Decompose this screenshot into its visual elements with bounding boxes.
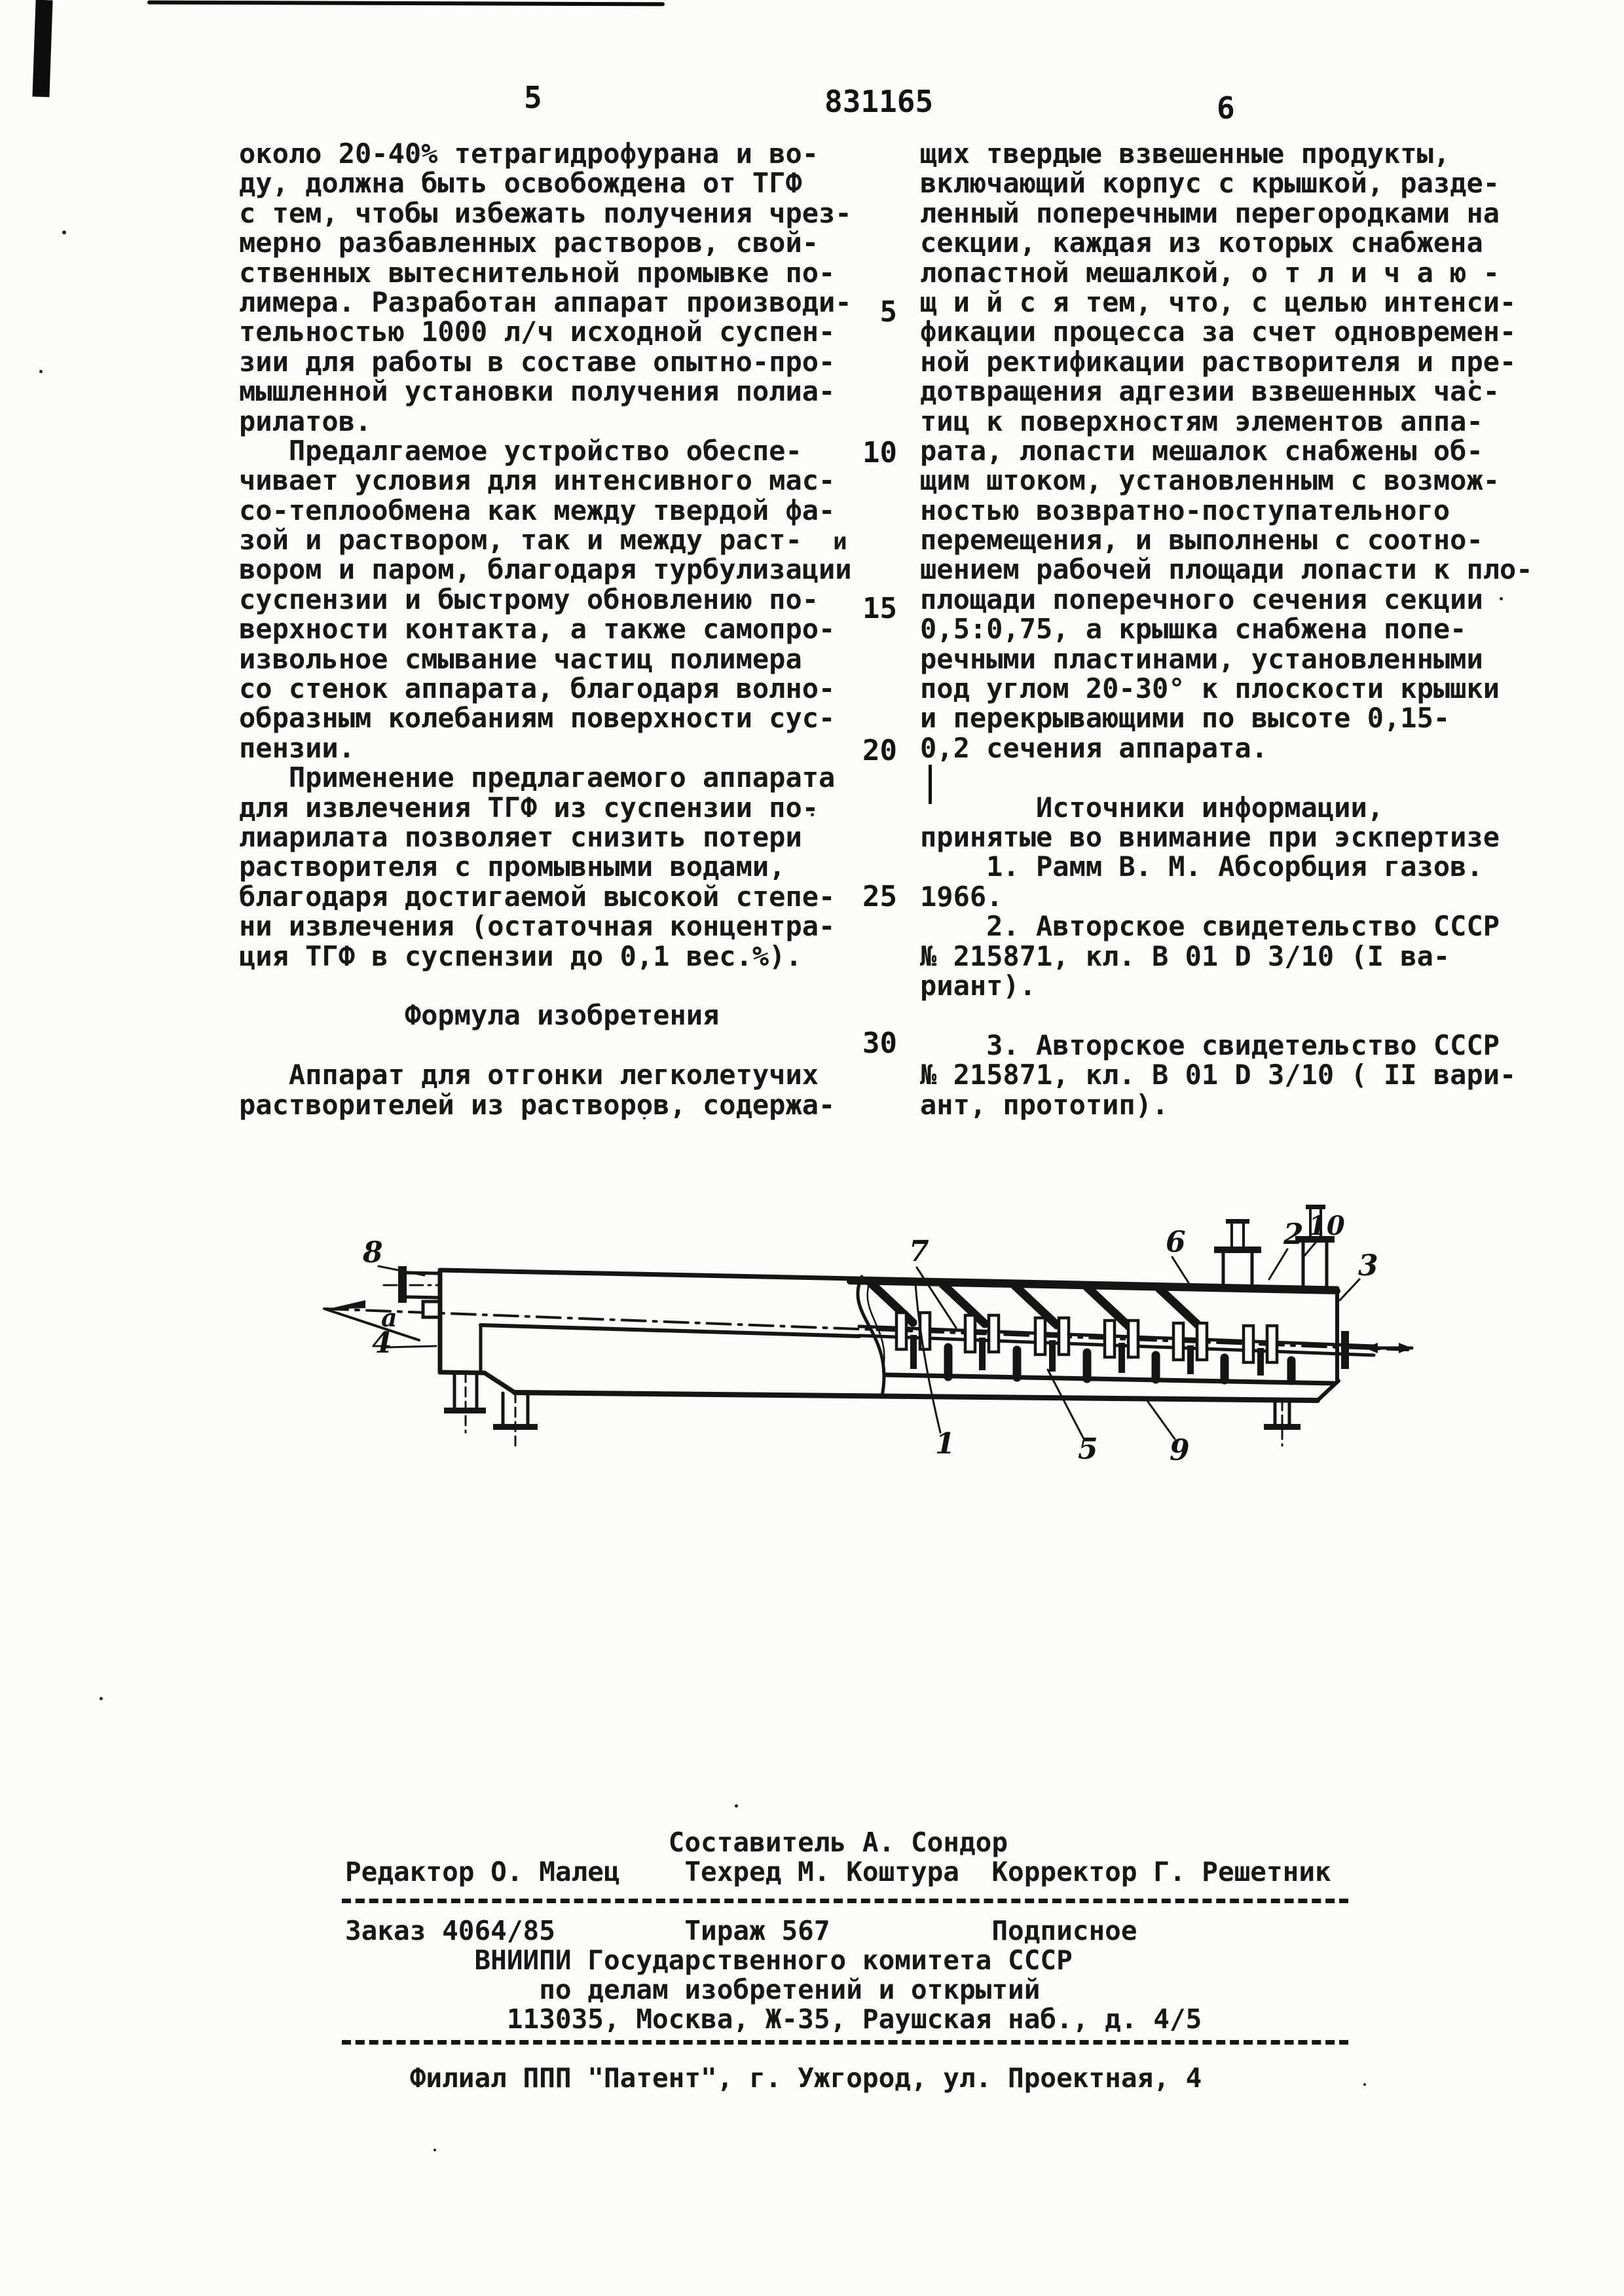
text-line: ция ТГФ в суспензии до 0,1 вес.%). xyxy=(239,939,802,972)
dashed-divider xyxy=(342,2040,1348,2045)
text-line: 0,5:0,75, а крышка снабжена попе- xyxy=(920,613,1467,646)
page-number-left: 5 xyxy=(524,80,542,115)
text-line: ленный поперечными перегородками на xyxy=(920,196,1500,229)
text-line: по делам изобретений и открытий xyxy=(345,1974,1041,2005)
scan-artifact xyxy=(147,1,665,7)
text-line: щим штоком, установленным с возмож- xyxy=(920,464,1500,497)
figure-linework xyxy=(324,1205,1412,1446)
dashed-divider xyxy=(342,1899,1348,1903)
text-line: с тем, чтобы избежать получения чрез- xyxy=(239,196,852,229)
text-line: перемещения, и выполнены с соотно- xyxy=(920,524,1483,556)
figure-label: 1 xyxy=(935,1427,955,1461)
text-line: Редактор О. Малец Техред М. Коштура Корректор Г. Решетник xyxy=(345,1856,1331,1887)
text-line: № 215871, кл. B 01 D 3/10 (I ва- xyxy=(920,939,1450,972)
line-number-25: 25 xyxy=(862,880,897,913)
text-line xyxy=(239,971,852,1000)
text-line: тельностью 1000 л/ч исходной суспен- xyxy=(239,316,836,348)
text-line: лиарилата позволяет снизить потери xyxy=(239,820,802,853)
text-line: Применение предлагаемого аппарата xyxy=(239,761,836,794)
figure-label: 8 xyxy=(363,1236,383,1269)
text-line: благодаря достигаемой высокой степе- xyxy=(239,880,836,913)
text-line: щ и й с я тем, что, с целью интенси- xyxy=(920,285,1517,318)
text-line: 0,2 сечения аппарата. xyxy=(920,731,1268,764)
figure-label: 5 xyxy=(1078,1432,1098,1466)
figure-label: 4 xyxy=(372,1326,392,1360)
text-line: 2. Авторское свидетельство СССР xyxy=(920,910,1500,943)
text-line: извольное смывание частиц полимера xyxy=(239,642,802,675)
text-line: фикации процесса за счет одновремен- xyxy=(920,316,1517,348)
text-line: Предалгаемое устройство обеспе- xyxy=(239,434,802,467)
text-line: ностью возвратно-поступательного xyxy=(920,494,1450,526)
figure-label: 7 xyxy=(909,1235,929,1268)
text-line: мерно разбавленных растворов, свой- xyxy=(239,227,819,259)
text-line: и перекрывающими по высоте 0,15- xyxy=(920,702,1450,735)
text-line: зой и раствором, так и между раст- xyxy=(239,524,802,556)
scan-artifact xyxy=(39,370,43,373)
left-column-text xyxy=(239,139,852,1120)
text-line: 3. Авторское свидетельство СССР xyxy=(920,1029,1500,1061)
scan-artifact xyxy=(735,1804,738,1808)
text-line: включающий корпус с крышкой, разде- xyxy=(920,167,1500,200)
text-line xyxy=(239,1030,852,1060)
text-line: ант, прототип). xyxy=(920,1088,1169,1121)
text-line: около 20-40% тетрагидрофурана и во- xyxy=(239,137,819,170)
line-number-30: 30 xyxy=(862,1027,897,1060)
figure-label: 6 xyxy=(1166,1226,1186,1259)
text-line: Источники информации, xyxy=(920,791,1384,824)
right-column-text xyxy=(920,139,1533,1120)
text-line: 1966. xyxy=(920,880,1003,913)
patent-figure xyxy=(295,1178,1441,1493)
scan-artifact xyxy=(62,230,66,234)
text-line: лимера. Разработан аппарат производи- xyxy=(239,285,852,318)
text-line: Филиал ППП "Патент", г. Ужгород, ул. Проектная, 4 xyxy=(345,2062,1202,2094)
text-line: площади поперечного сечения секции xyxy=(920,583,1483,615)
figure-label: 10 xyxy=(1308,1211,1345,1241)
text-line: под углом 20-30° к плоскости крышки xyxy=(920,672,1500,705)
text-line: для извлечения ТГФ из суспензии по- xyxy=(239,791,819,824)
page-number-right: 6 xyxy=(1217,90,1235,126)
text-line xyxy=(920,763,1533,792)
text-line: речными пластинами, установленными xyxy=(920,642,1483,675)
patent-number: 831165 xyxy=(824,84,934,119)
text-line: со-теплообмена как между твердой фа- xyxy=(239,494,836,526)
text-line: Составитель А. Сондор xyxy=(345,1827,1008,1858)
text-line: пензии. xyxy=(239,731,356,764)
text-line: суспензии и быстрому обновлению по- xyxy=(239,583,819,615)
text-line: 113035, Москва, Ж-35, Раушская наб., д. 4/5 xyxy=(345,2003,1202,2035)
line-number-15: 15 xyxy=(862,592,897,625)
scan-artifact xyxy=(1363,2083,1366,2086)
text-line: мышленной установки получения полиа- xyxy=(239,375,836,408)
text-line: рата, лопасти мешалок снабжены об- xyxy=(920,434,1483,467)
text-line: секции, каждая из которых снабжена xyxy=(920,227,1483,259)
text-line: ственных вытеснительной промывке по- xyxy=(239,256,836,289)
scan-artifact xyxy=(434,2149,436,2151)
gutter-stray-mark: и xyxy=(833,528,847,555)
text-line: чивает условия для интенсивного мас- xyxy=(239,464,836,497)
text-line: ни извлечения (остаточная концентра- xyxy=(239,910,836,943)
text-line: Аппарат для отгонки легколетучих xyxy=(239,1059,819,1091)
text-line: ду, должна быть освобождена от ТГФ xyxy=(239,167,802,200)
figure-label: 2 xyxy=(1283,1218,1304,1251)
text-line xyxy=(345,2034,1331,2064)
text-line: растворителя с промывными водами, xyxy=(239,850,786,883)
text-line: шением рабочей площади лопасти к пло- xyxy=(920,553,1533,586)
text-line: № 215871, кл. B 01 D 3/10 ( II вари- xyxy=(920,1059,1517,1091)
line-number-20: 20 xyxy=(862,734,897,767)
text-line: 1. Рамм В. М. Абсорбция газов. xyxy=(920,850,1483,883)
figure-label: 9 xyxy=(1170,1434,1190,1467)
figure-label: 3 xyxy=(1358,1249,1378,1283)
text-line: тиц к поверхностям элементов аппа- xyxy=(920,405,1483,437)
scan-artifact xyxy=(32,0,52,97)
text-line: риант). xyxy=(920,969,1037,1002)
scan-artifact xyxy=(100,1697,103,1700)
text-line: зии для работы в составе опытно-про- xyxy=(239,345,836,378)
imprint-block xyxy=(345,1828,1331,2093)
text-line: принятые во внимание при эскпертизе xyxy=(920,820,1500,853)
text-line: Заказ 4064/85 Тираж 567 Подписное xyxy=(345,1915,1137,1946)
line-number-10: 10 xyxy=(862,436,897,469)
text-line: со стенок аппарата, благодаря волно- xyxy=(239,672,836,705)
text-line: Формула изобретения xyxy=(239,999,720,1032)
line-number-5: 5 xyxy=(879,295,897,329)
text-line: ной ректификации растворителя и пре- xyxy=(920,345,1517,378)
text-line xyxy=(920,1000,1533,1030)
figure-label: a xyxy=(381,1303,397,1332)
text-line: вором и паром, благодаря турбулизации xyxy=(239,553,852,586)
text-line: ВНИИПИ Государственного комитета СССР xyxy=(345,1944,1073,1976)
text-line: образным колебаниям поверхности сус- xyxy=(239,702,836,735)
text-line: рилатов. xyxy=(239,405,372,437)
text-line: лопастной мешалкой, о т л и ч а ю - xyxy=(920,256,1500,289)
text-line: дотвращения адгезии взвешенных час- xyxy=(920,375,1500,408)
text-line: растворителей из растворов, содержа- xyxy=(239,1088,836,1121)
text-line: щих твердые взвешенные продукты, xyxy=(920,137,1450,170)
text-line: верхности контакта, а также самопро- xyxy=(239,613,836,646)
